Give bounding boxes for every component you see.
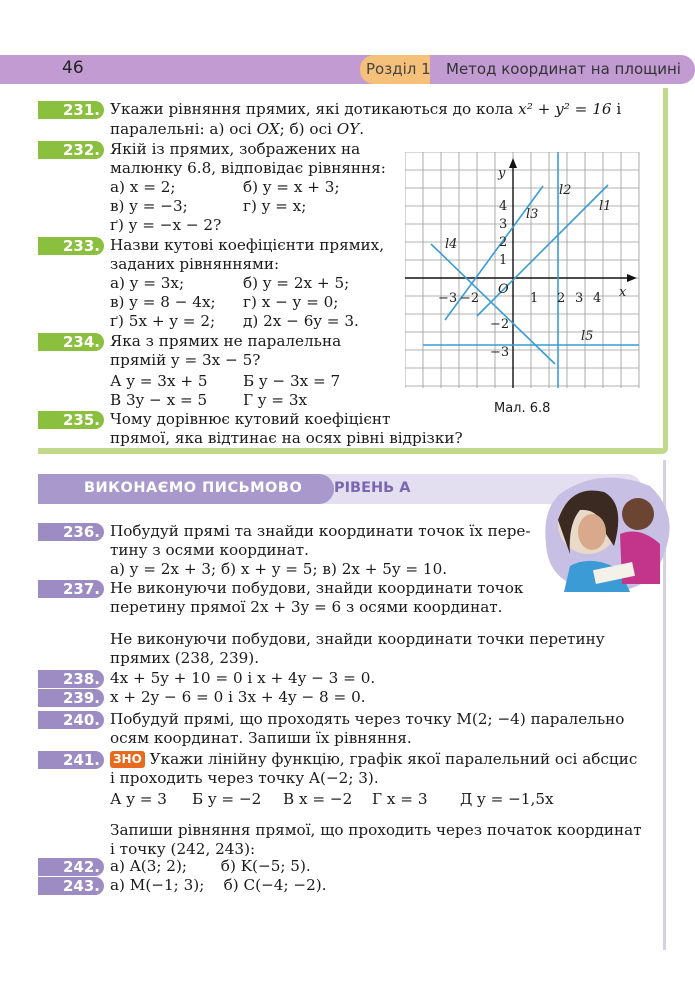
option: Г x = 3 — [372, 790, 428, 808]
option: Б y = −2 — [192, 790, 262, 808]
problem-text: а) y = 2x + 3; б) x + y = 5; в) 2x + 5y = 10. — [110, 560, 448, 578]
problem-text: а) M(−1; 3); б) C(−4; −2). — [110, 876, 327, 894]
instruction-text: Не виконуючи побудови, знайди координати точки перетину — [110, 630, 605, 648]
instruction-text: прямих (238, 239). — [110, 649, 260, 667]
problem-text: x + 2y − 6 = 0 і 3x + 4y − 8 = 0. — [110, 688, 366, 706]
problem-text: малюнку 6.8, відповідає рівняння: — [110, 159, 386, 177]
option: Б y − 3x = 7 — [243, 372, 341, 390]
problem-number: 239. — [38, 689, 104, 707]
problem-number: 242. — [38, 858, 104, 876]
y-axis-arrow-icon — [509, 158, 517, 168]
option: в) y = 8 − 4x; — [110, 293, 216, 311]
section-label: Розділ 1 — [366, 60, 431, 78]
option: б) y = x + 3; — [243, 178, 340, 196]
y-tick-label: 4 — [499, 199, 508, 214]
problem-text: осям координат. Запиши їх рівняння. — [110, 729, 412, 747]
frame-right-border — [663, 88, 668, 448]
problem-text: 4x + 5y + 10 = 0 і x + 4y − 3 = 0. — [110, 669, 376, 687]
problem-text: перетину прямої 2x + 3y = 6 з осями координат. — [110, 598, 503, 616]
problem-text: паралельні: а) осі OX; б) осі OY. — [110, 120, 365, 138]
option: г) x − y = 0; — [243, 293, 339, 311]
line-label-l5: l5 — [581, 329, 594, 344]
problem-text: заданих рівняннями: — [110, 255, 280, 273]
line-label-l4: l4 — [445, 237, 458, 252]
option: ґ) 5x + y = 2; — [110, 312, 216, 330]
problem-text: Укажи рівняння прямих, які дотикаються до кола x² + y² = 16 і — [110, 100, 622, 118]
problem-text: Чому дорівнює кутовий коефіцієнт — [110, 410, 391, 428]
page-number: 46 — [62, 58, 84, 78]
figure-caption: Мал. 6.8 — [494, 401, 551, 416]
option: б) y = 2x + 5; — [243, 274, 350, 292]
x-axis-arrow-icon — [627, 274, 637, 282]
problem-number: 238. — [38, 670, 104, 688]
line-label-l1: l1 — [599, 199, 612, 214]
x-tick-label: 2 — [557, 291, 566, 306]
x-tick-label: −2 — [460, 291, 480, 306]
origin-label: O — [498, 282, 509, 297]
frame-bottom-border — [38, 448, 668, 454]
problem-number: 231. — [38, 101, 104, 119]
coordinate-figure — [405, 152, 641, 392]
problem-number: 235. — [38, 411, 104, 429]
problem-number: 241. — [38, 751, 104, 769]
option: В 3y − x = 5 — [110, 391, 208, 409]
option: г) y = x; — [243, 197, 307, 215]
option: В x = −2 — [283, 790, 353, 808]
instruction-text: Запиши рівняння прямої, що проходить через початок координат — [110, 821, 642, 839]
problem-text: Назви кутові коефіцієнти прямих, — [110, 236, 385, 254]
problem-number: 233. — [38, 237, 104, 255]
y-tick-label: 3 — [499, 217, 508, 232]
problem-text: Яка з прямих не паралельна — [110, 332, 342, 350]
students-photo — [540, 474, 672, 598]
y-tick-label: −3 — [490, 345, 510, 360]
problem-text: прямої, яка відтинає на осях рівні відрізки? — [110, 429, 463, 447]
problem-text: Побудуй прямі, що проходять через точку M(2; −4) паралельно — [110, 710, 625, 728]
x-tick-label: 4 — [593, 291, 602, 306]
option: А y = 3 — [110, 790, 167, 808]
problem-text: Якій із прямих, зображених на — [110, 140, 361, 158]
problem-text: прямій y = 3x − 5? — [110, 351, 261, 369]
problem-text: тину з осями координат. — [110, 541, 309, 559]
problem-text: ЗНО Укажи лінійну функцію, графік якої паралельний осі абсцис — [110, 750, 637, 769]
x-tick-label: 1 — [530, 291, 539, 306]
section-banner-title: ВИКОНАЄМО ПИСЬМОВО — [84, 480, 303, 496]
y-tick-label: 1 — [499, 253, 508, 268]
option: А y = 3x + 5 — [110, 372, 208, 390]
x-tick-label: 3 — [575, 291, 584, 306]
problem-number: 243. — [38, 877, 104, 895]
problem-number: 236. — [38, 523, 104, 541]
option: д) 2x − 6y = 3. — [243, 312, 359, 330]
zno-badge: ЗНО — [110, 751, 145, 768]
axis-x-label: x — [619, 285, 627, 300]
problem-text: Побудуй прямі та знайди координати точок їх пере- — [110, 522, 531, 540]
problem-number: 240. — [38, 711, 104, 729]
option: а) y = 3x; — [110, 274, 185, 292]
option: Г y = 3x — [243, 391, 308, 409]
option: в) y = −3; — [110, 197, 188, 215]
option: ґ) y = −x − 2? — [110, 216, 222, 234]
problem-number: 232. — [38, 141, 104, 159]
option: Д y = −1,5x — [460, 790, 554, 808]
problem-number: 234. — [38, 333, 104, 351]
line-label-l2: l2 — [559, 183, 572, 198]
line-label-l3: l3 — [526, 207, 539, 222]
problem-text: а) A(3; 2); б) K(−5; 5). — [110, 857, 311, 875]
problem-text: і проходить через точку A(−2; 3). — [110, 769, 379, 787]
chapter-title: Метод координат на площині — [446, 60, 681, 78]
y-tick-label: 2 — [499, 235, 508, 250]
problem-number: 237. — [38, 580, 104, 598]
y-tick-label: −2 — [490, 317, 510, 332]
problem-text: Не виконуючи побудови, знайди координати точок — [110, 579, 524, 597]
level-label: РІВЕНЬ А — [334, 480, 411, 496]
instruction-text: і точку (242, 243): — [110, 840, 256, 858]
option: а) x = 2; — [110, 178, 176, 196]
axis-y-label: y — [498, 166, 506, 181]
x-tick-label: −3 — [438, 291, 458, 306]
